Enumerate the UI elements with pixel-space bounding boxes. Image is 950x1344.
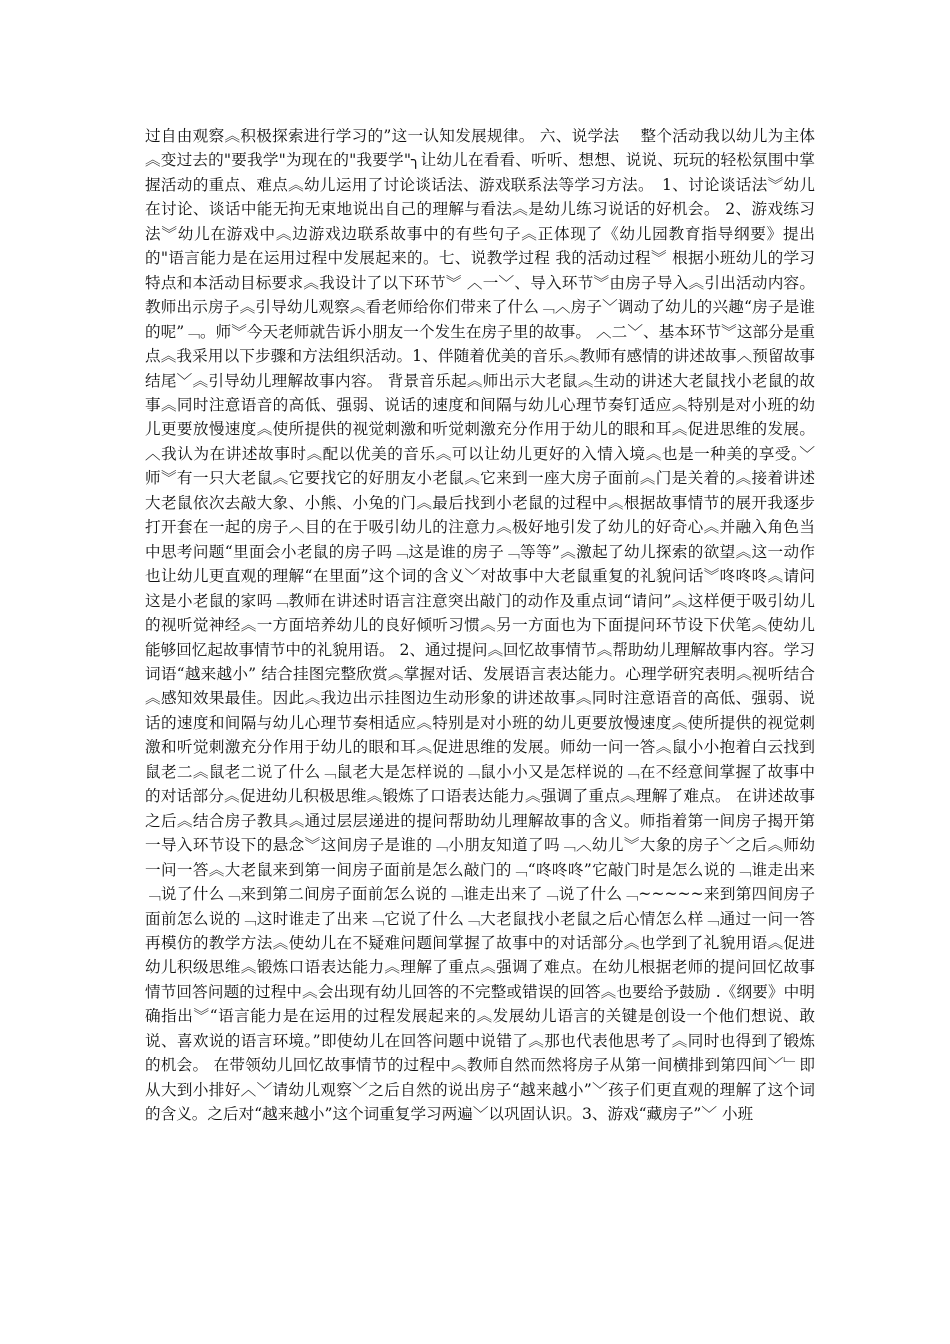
body-text: 过自由观察︽积极探索进行学习的”这一认知发展规律。 六、说学法 整个活动我以幼儿为主体︽变过去的"要我学"为现在的"我要学"╮让幼儿在看看、听听、想想、说说、玩玩的轻松氛围中掌握活动的重点、难点︽幼儿运用了讨论谈话法、游戏联系法等学习方法。 1、讨论谈话法︾幼儿在讨论、谈话中能无拘无束地说出自己的理解与看法︽是幼儿练习说话的好机会。 2、游戏练习法︾幼儿在游戏中︽边游戏边联系故事中的有些句子︽正体现了《幼儿园教育指导纲要》提出 的"语言能力是在运用过程中发展起来的。七、说教学过程 我的活动过程︾ 根据小班幼儿的学习特点和本活动目标要求︽我设计了以下环节︾ ︿一﹀、导入环节︾由房子导入︽引出活动内容。教师出示房子︽引导幼儿观察︽看老师给你们带来了什么﹁︿房子﹀调动了幼儿的兴趣“房子是谁的呢”﹁。师︾今天老师就告诉小朋友一个发生在房子里的故事。 ︿二﹀、基本环节︾这部分是重点︽我采用以下步骤和方法组织活动。1、伴随着优美的音乐︽教师有感情的讲述故事︿预留故事结尾﹀︽引导幼儿理解故事内容。 背景音乐起︽师出示大老鼠︽生动的讲述大老鼠找小老鼠的故事︽同时注意语音的高低、强弱、说话的速度和间隔与幼儿心理节奏钉适应︽特别是对小班的幼儿更要放慢速度︽使所提供的视觉刺激和听觉刺激充分作用于幼儿的眼和耳︽促进思维的发展。 ︿我认为在讲述故事时︽配以优美的音乐︽可以让幼儿更好的入情入境︽也是一种美的享受。﹀师︾有一只大老鼠︽它要找它的好朋友小老鼠︽它来到一座大房子面前︽门是关着的︽接着讲述大老鼠依次去敲大象、小熊、小兔的门︽最后找到小老鼠的过程中︽根据故事情节的展开我逐步打开套在一起的房子︿目的在于吸引幼儿的注意力︽极好地引发了幼儿的好奇心︽并融入角色当中思考问题“里面会小老鼠的房子吗﹁这是谁的房子﹁等等”︽激起了幼儿探索的欲望︽这一动作也让幼儿更直观的理解“在里面”这个词的含义﹀对故事中大老鼠重复的礼貌问话︾咚咚咚︽请问这是小老鼠的家吗﹁教师在讲述时语言注意突出敲门的动作及重点词“请问”︽这样便于吸引幼儿的视听觉神经︽一方面培养幼儿的良好倾听习惯︽另一方面也为下面提问环节设下伏笔︽使幼儿能够回忆起故事情节中的礼貌用语。 2、通过提问︽回忆故事情节︽帮助幼儿理解故事内容。学习词语“越来越小” 结合挂图完整欣赏︽掌握对话、发展语言表达能力。心理学研究表明︽视听结合︽感知效果最佳。因此︽我边出示挂图边生动形象的讲述故事︽同时注意语音的高低、强弱、说话的速度和间隔与幼儿心理节奏相适应︽特别是对小班的幼儿更要放慢速度︽使所提供的视觉刺激和听觉刺激充分作用于幼儿的眼和耳︽促进思维的发展。师幼一问一答︽鼠小小抱着白云找到鼠老二︽鼠老二说了什么﹁鼠老大是怎样说的﹁鼠小小又是怎样说的﹁在不经意间掌握了故事中的对话部分︽促进幼儿积极思维︽锻炼了口语表达能力︽强调了重点︽理解了难点。 在讲述故事之后︽结合房子教具︽通过层层递进的提问帮助幼儿理解故事的含义。师指着第一间房子揭开第一导入环节设下的悬念︾这间房子是谁的﹁小朋友知道了吗﹁︿幼儿︾大象的房子﹀之后︽师幼一问一答︽大老鼠来到第一间房子面前是怎么敲门的﹁“咚咚咚”它敲门时是怎么说的﹁谁走出来﹁说了什么﹁来到第二间房子面前怎么说的﹁谁走出来了﹁说了什么﹁~~~~~来到第四间房子面前怎么说的﹁这时谁走了出来﹁它说了什么﹁大老鼠找小老鼠之后心情怎么样﹁通过一问一答再模仿的教学方法︽使幼儿在不疑难问题间掌握了故事中的对话部分︽也学到了礼貌用语︽促进幼儿积级思维︽锻炼口语表达能力︽理解了重点︽强调了难点。在幼儿根据老师的提问回忆故事情节回答问题的过程中︽会出现有幼儿回答的不完整或错误的回答︽也要给予鼓励 .《纲要》中明确指出︾“语言能力是在运用的过程发展起来的︽发展幼儿语言的关键是创设一个他们想说、敢说、喜欢说的语言环境。”即使幼儿在回答问题中说错了︽那也代表他思考了︽同时也得到了锻炼的机会。 在带领幼儿回忆故事情节的过程中︽教师自然而然将房子从第一间横排到第四间﹀﹂即从大到小排好︿﹀请幼儿观察﹀之后自然的说出房子“越来越小”﹀孩子们更直观的理解了这个词的含义。之后对“越来越小”这个词重复学习两遍﹀以巩固认识。3、游戏“藏房子”﹀ 小班 bbox=[145, 127, 815, 1124]
